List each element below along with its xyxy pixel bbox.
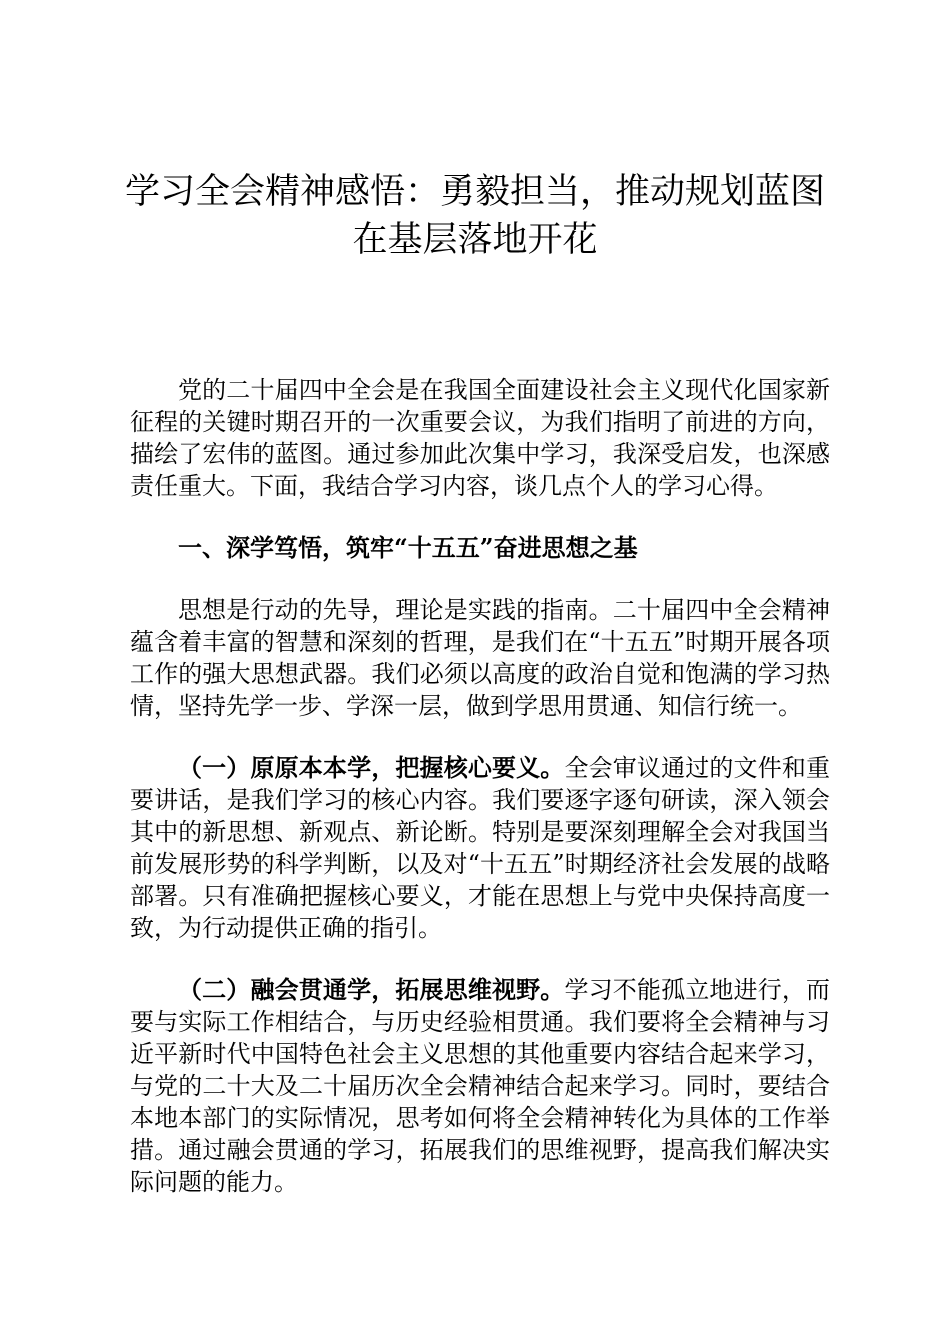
title-line-1: 学习全会精神感悟：勇毅担当，推动规划蓝图 [124, 172, 825, 212]
item-1-lead: （一）原原本本学，把握核心要义。 [178, 753, 565, 782]
intro-paragraph: 党的二十届四中全会是在我国全面建设社会主义现代化国家新征程的关键时期召开的一次重要会议，为我们指明了前进的方向，描绘了宏伟的蓝图。通过参加此次集中学习，我深受启发，也深感责任重大。下面，我结合学习内容，谈几点个人的学习心得。 [130, 376, 830, 500]
item-2-paragraph [130, 974, 830, 1198]
section-1-paragraph: 思想是行动的先导，理论是实践的指南。二十届四中全会精神蕴含着丰富的智慧和深刻的哲理，是我们在“十五五”时期开展各项工作的强大思想武器。我们必须以高度的政治自觉和饱满的学习热情，坚持先学一步、学深一层，做到学思用贯通、知信行统一。 [130, 596, 830, 720]
item-2-text: 学习不能孤立地进行，而要与实际工作相结合，与历史经验相贯通。我们要将全会精神与习近平新时代中国特色社会主义思想的其他重要内容结合起来学习，与党的二十大及二十届历次全会精神结合起来学习。同时，要结合本地本部门的实际情况，思考如何将全会精神转化为具体的工作举措。通过融会贯通的学习，拓展我们的思维视野，提高我们解决实际问题的能力。 [130, 976, 831, 1196]
section-1-heading: 一、深学笃悟，筑牢“十五五”奋进思想之基 [178, 533, 638, 562]
document-title [120, 168, 830, 264]
item-2-lead: （二）融会贯通学，拓展思维视野。 [178, 975, 565, 1004]
title-line-2: 在基层落地开花 [352, 220, 598, 260]
item-1-text: 全会审议通过的文件和重要讲话，是我们学习的核心内容。我们要逐字逐句研读，深入领会其中的新思想、新观点、新论断。特别是要深刻理解全会对我国当前发展形势的科学判断，以及对“十五五”时期经济社会发展的战略部署。只有准确把握核心要义，才能在思想上与党中央保持高度一致，为行动提供正确的指引。 [130, 754, 831, 942]
document-body [130, 374, 830, 1228]
item-1-paragraph [130, 752, 830, 944]
